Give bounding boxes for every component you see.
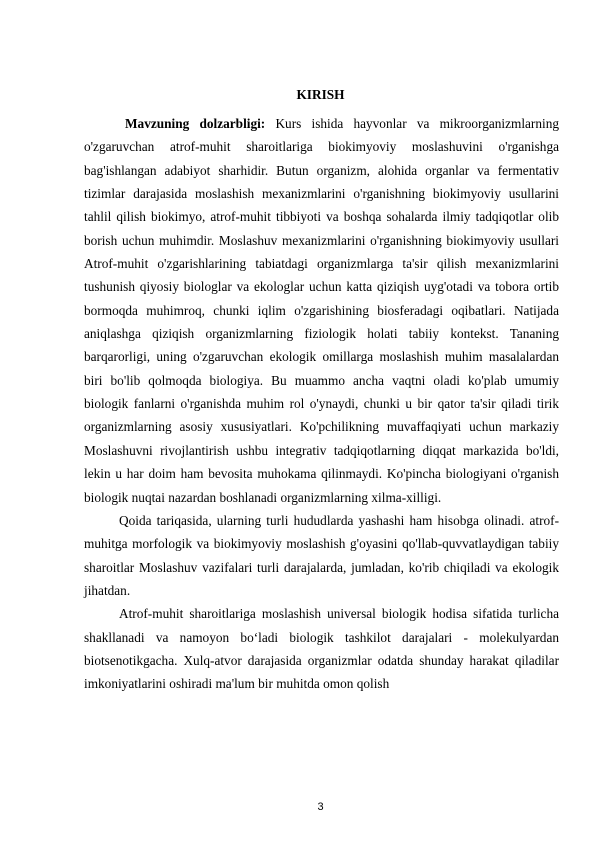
paragraph-lead: Mavzuning dolzarbligi: [125, 116, 266, 131]
paragraph-rule [84, 509, 559, 602]
paragraph-text: Atrof-muhit sharoitlariga moslashish universal biologik hodisa sifatida turlicha shakllanadi va namoyon bo‘ladi biologik tashkilot darajalari - molekulyardan biotsenotikgacha. Xulq-atvor darajasida organizmlar odatda shunday harakat qiladilar imkoniyatlarini oshiradi ma'lum bir muhitda omon qolish [84, 606, 559, 692]
page-number: 3 [317, 801, 324, 813]
section-heading: KIRISH [296, 87, 345, 102]
paragraph-text: Qoida tariqasida, ularning turli hududlarda yashashi ham hisobga olinadi. atrof-muhitga morfologik va biokimyoviy moslashish g'oyasini qo'llab-quvvatlaydigan tabiiy sharoitlar Moslashuv vazifalari turli darajalarda, jumladan, ko'rib chiqiladi va ekologik jihatdan. [84, 512, 559, 598]
body-text [84, 112, 559, 696]
paragraph-relevance [84, 112, 559, 509]
paragraph-adaptation [84, 602, 559, 695]
paragraph-text: Kurs ishida hayvonlar va mikroorganizmlarning o'zgaruvchan atrof-muhit sharoitlariga biokimyoviy moslashuvini o'rganishga bag'ishlangan adabiyot sharhidir. Butun organizm, alohida organlar va fermentativ tizimlar darajasida moslashish mexanizmlarini o'rganishning biokimyoviy usullarini tahlil qilish biokimyo, atrof-muhit tibbiyoti va boshqa sohalarda ilmiy tadqiqotlar olib borish uchun muhimdir. Moslashuv mexanizmlarini o'rganishning biokimyoviy usullari Atrof-muhit o'zgarishlarining tabiatdagi organizmlarga ta'sir qilish mexanizmlarini tushunish qiyosiy biologlar va ekologlar uchun katta qiziqish uyg'otadi va tobora ortib bormoqda muhimroq, chunki iqlim o'zgarishining biosferadagi oqibatlari. Natijada aniqlashga qiziqish organizmlarning fiziologik holati tabiiy kontekst. Tananing barqarorligi, uning o'zgaruvchan ekologik omillarga moslashish muhim masalalardan biri bo'lib qolmoqda biologiya. Bu muammo ancha vaqtni oladi ko'plab umumiy biologik fanlarni o'rganishda muhim rol o'ynaydi, chunki u bir qator ta'sir qiladi tirik organizmlarning asosiy xususiyatlari. Ko'pchilikning muvaffaqiyati uchun markaziy Moslashuvni rivojlantirish ushbu integrativ tadqiqotlarning diqqat markazida bo'ldi, lekin u har doim ham bevosita muhokama qilinmaydi. Ko'pincha biologiyani o'rganish biologik nuqtai nazardan boshlanadi organizmlarning xilma-xilligi. [84, 116, 559, 505]
